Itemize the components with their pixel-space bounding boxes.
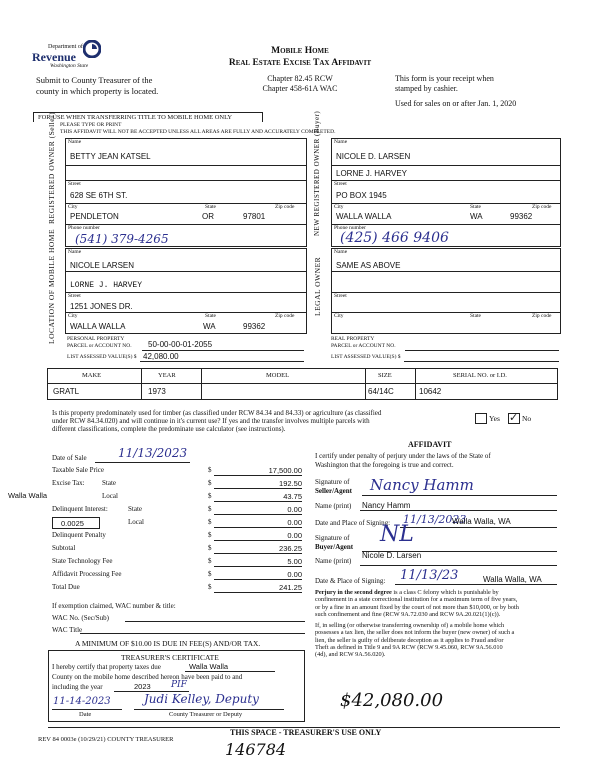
certify-line-2: Washington that the foregoing is true and correct. <box>315 461 454 469</box>
delinquent-local-label: Local <box>128 518 144 526</box>
wac-no-label: WAC No. (Sec/Sub) <box>52 614 109 622</box>
receipt-line-1: This form is your receipt when <box>395 74 494 83</box>
buyer-phone-label: Phone number <box>334 225 366 231</box>
seller-print-name[interactable]: Nancy Hamm <box>362 501 411 510</box>
treasurer-sig-label: County Treasurer or Deputy <box>169 711 243 718</box>
personal-property-line-1: PERSONAL PROPERTY <box>67 336 125 342</box>
personal-property-label <box>67 337 132 349</box>
affidavit-title: AFFIDAVIT <box>408 440 452 449</box>
location-vertical-label: LOCATION OF MOBILE HOME <box>47 228 56 344</box>
dor-dept-line: Department of <box>48 44 83 50</box>
taxable-label: Taxable Sale Price <box>52 466 104 474</box>
perjury-line-2: confinement in a state correctional institution for a maximum term of five years, <box>315 596 518 604</box>
delinquent-local-row: Local $ 0.00 <box>128 518 302 527</box>
timber-line-2: under RCW 84.34.020) and will continue in it's current use? If yes and the transfer involves multiple parcels with <box>52 417 370 425</box>
table-header-model: MODEL <box>266 372 290 379</box>
seller-city-label: City <box>68 204 78 210</box>
seller-name[interactable]: BETTY JEAN KATSEL <box>70 152 151 161</box>
submit-line-2: county in which property is located. <box>36 86 159 96</box>
total-value[interactable]: 241.25 <box>279 583 302 592</box>
location-city-label: City <box>68 313 78 319</box>
buyer-sign-date[interactable]: 11/13/23 <box>400 568 459 583</box>
table-header-serial: SERIAL NO. or I.D. <box>453 372 507 379</box>
table-cell-year[interactable]: 1973 <box>148 387 166 396</box>
table-header-year: YEAR <box>158 372 176 379</box>
seller-street-label: Street <box>68 181 81 187</box>
receipt-note <box>395 74 516 109</box>
buyer-zip-label: Zip code <box>532 204 552 210</box>
location-state-label: State <box>205 313 216 319</box>
seller-date-place-label: Date and Place of Signing: <box>315 519 391 527</box>
table-cell-size[interactable]: 64/14C <box>368 387 394 396</box>
buyer-city-label: City <box>334 204 344 210</box>
assessed-label-right: LIST ASSESSED VALUE(S) $ <box>331 354 401 360</box>
timber-no-label: No <box>522 414 532 423</box>
legal-city-label: City <box>334 313 344 319</box>
state-tax-label: State <box>102 479 116 487</box>
chapter-line-1: Chapter 82.45 RCW <box>267 74 333 83</box>
buyer-name-label: Name <box>334 139 348 145</box>
treasurer-line-3: including the year <box>52 683 103 691</box>
buyer-sign-place[interactable]: Walla Walla, WA <box>483 575 542 584</box>
handwritten-amount: $42,080.00 <box>340 690 444 711</box>
chapter-info <box>230 74 370 94</box>
timber-line-3: different classifications, complete the predominate use calculator (see instructions). <box>52 425 286 433</box>
for-use-text: FOR USE WHEN TRANSFERRING TITLE TO MOBILE HOME ONLY <box>38 114 233 121</box>
tech-value[interactable]: 5.00 <box>287 557 302 566</box>
table-cell-make[interactable]: GRATL <box>53 387 80 396</box>
buyer-zip[interactable]: 99362 <box>510 212 533 221</box>
not-accepted-notice: THIS AFFIDAVIT WILL NOT BE ACCEPTED UNLESS ALL AREAS ARE FULLY AND ACCURATELY COMPLETED. <box>60 129 336 135</box>
affidavit-fee-label: Affidavit Processing Fee <box>52 570 122 578</box>
location-zip[interactable]: 99362 <box>243 322 266 331</box>
affidavit-certify <box>315 452 491 470</box>
submit-instruction <box>36 75 158 97</box>
table-header-size: SIZE <box>378 372 392 379</box>
parcel-account[interactable]: 50-00-00-01-2055 <box>148 340 213 349</box>
location-zip-label: Zip code <box>275 313 295 319</box>
state-tax-value[interactable]: 192.50 <box>279 479 302 488</box>
buyer-phone[interactable]: (425) 466 9406 <box>340 230 449 246</box>
location-city[interactable]: WALLA WALLA <box>70 322 126 331</box>
perjury-line-4: such confinement and fine (RCW 9A.72.030 and RCW 9A.20.021(1)(c)). <box>315 610 501 618</box>
seller-name-label: Name <box>68 139 82 145</box>
buyer-street-label: Street <box>334 181 347 187</box>
sales-date-note: Used for sales on or after Jan. 1, 2020 <box>395 99 517 108</box>
treasurer-year[interactable]: 2023 <box>134 682 151 691</box>
seller-phone-label: Phone number <box>68 225 100 231</box>
buyer-print-label: Name (print) <box>315 557 352 565</box>
location-name-1[interactable]: NICOLE LARSEN <box>70 261 135 270</box>
total-row: Total Due $ 241.25 <box>52 583 302 592</box>
seller-city[interactable]: PENDLETON <box>70 212 119 221</box>
location-name-2[interactable]: LORNE J. HARVEY <box>70 281 143 290</box>
buyer-signature[interactable]: NL <box>380 522 414 547</box>
table-cell-serial[interactable]: 10642 <box>419 387 442 396</box>
date-of-sale[interactable]: 11/13/2023 <box>118 446 188 460</box>
real-property-line-2: PARCEL or ACCOUNT NO. <box>331 342 396 349</box>
perjury-line-3: or by a fine in an amount fixed by the court of not more than $10,000, or by both <box>315 603 519 611</box>
table-header-make: MAKE <box>82 372 102 379</box>
local-tax-value[interactable]: 43.75 <box>283 492 302 501</box>
buyer-state[interactable]: WA <box>470 212 483 221</box>
delinquent-state-label: State <box>128 505 142 513</box>
receipt-line-2: stamped by cashier. <box>395 84 458 93</box>
buyer-vertical-label: NEW REGISTERED OWNER (Buyer) <box>313 110 321 236</box>
perjury-notice <box>315 589 560 618</box>
tech-row: State Technology Fee $ 5.00 <box>52 557 302 566</box>
local-tax-row: Local $ 43.75 <box>102 492 302 501</box>
check-mark-icon: ✓ <box>509 412 519 424</box>
selling-line-1: If, in selling (or otherwise transferring ownership of) a mobile home which <box>315 622 505 629</box>
for-use-banner <box>33 112 263 122</box>
subtotal-value[interactable]: 236.25 <box>279 544 302 553</box>
delinquent-label: Delinquent Interest: <box>52 505 108 513</box>
treasurer-date[interactable]: 11-14-2023 <box>53 696 111 707</box>
legal-state-label: State <box>470 313 481 319</box>
treasurer-use-only: THIS SPACE - TREASURER'S USE ONLY <box>230 728 382 737</box>
state-tax-row: Excise Tax: State $ 192.50 <box>52 479 302 488</box>
seller-sig-label-1: Signature of <box>315 478 350 486</box>
real-property-label <box>331 337 396 349</box>
excise-label: Excise Tax: <box>52 479 85 487</box>
seller-zip[interactable]: 97801 <box>243 212 266 221</box>
delinquent-local-value[interactable]: 0.00 <box>287 518 302 527</box>
assessed-label-left: LIST ASSESSED VALUE(S) $ <box>67 354 137 360</box>
chapter-line-2: Chapter 458-61A WAC <box>262 84 338 93</box>
buyer-city[interactable]: WALLA WALLA <box>336 212 392 221</box>
perjury-line-1: is a class C felony which is punishable by <box>391 589 499 596</box>
form-title-line-2: Real Estate Excise Tax Affidavit <box>228 58 372 68</box>
selling-line-3: lien, the seller is guilty of deliberate deception as it applies to Fraud and/or <box>315 636 504 644</box>
delinquent-state-row: Delinquent Interest: State $ 0.00 <box>52 505 302 514</box>
taxable-row: Taxable Sale Price $ 17,500.00 <box>52 466 302 475</box>
subtotal-row: Subtotal $ 236.25 <box>52 544 302 553</box>
treasurer-county[interactable]: Walla Walla <box>189 662 229 671</box>
legal-owner-vertical-label: LEGAL OWNER <box>313 256 322 316</box>
total-label: Total Due <box>52 583 80 591</box>
seller-phone[interactable]: (541) 379-4265 <box>75 232 169 246</box>
location-street[interactable]: 1251 JONES DR. <box>70 302 133 311</box>
selling-line-5: (4d), and RCW 9A.56.020). <box>315 651 386 659</box>
perjury-bold: Perjury in the second degree <box>315 589 392 596</box>
location-name-label: Name <box>68 249 82 255</box>
seller-sign-date[interactable]: 11/13/2023 <box>403 513 467 526</box>
legal-zip-label: Zip code <box>532 313 552 319</box>
penalty-row: Delinquent Penalty $ 0.00 <box>52 531 302 540</box>
treasurer-line-1: I hereby certify that property taxes due <box>52 663 161 671</box>
local-county[interactable]: Walla Walla <box>8 491 48 500</box>
legal-owner-name[interactable]: SAME AS ABOVE <box>336 261 401 270</box>
receipt-number: 146784 <box>225 740 287 759</box>
selling-line-4: Theft as defined in Title 9 and 9A RCW (RCW 9.45.060, RCW 9A.56.010 <box>315 643 503 651</box>
personal-property-line-2: PARCEL or ACCOUNT NO. <box>67 342 132 349</box>
taxable-value[interactable]: 17,500.00 <box>268 466 302 475</box>
subtotal-label: Subtotal <box>52 544 76 552</box>
seller-vertical-label: REGISTERED OWNER (Seller) <box>47 111 56 224</box>
buyer-name-2[interactable]: LORNE J. HARVEY <box>336 169 407 178</box>
timber-yes-label: Yes <box>489 414 500 423</box>
dor-swirl-icon <box>83 40 101 58</box>
timber-question <box>52 409 482 433</box>
dor-logo <box>30 40 110 74</box>
dor-brand: Revenue <box>32 50 76 64</box>
seller-signature[interactable]: Nancy Hamm <box>370 476 474 494</box>
treasurer-signature[interactable]: Judi Kelley, Deputy <box>144 692 259 706</box>
exemption-label: If exemption claimed, WAC number & title: <box>52 602 176 610</box>
treasurer-title: TREASURER'S CERTIFICATE <box>121 653 219 662</box>
seller-state[interactable]: OR <box>202 212 214 221</box>
form-title-line-1: Mobile Home <box>271 46 329 56</box>
please-type: PLEASE TYPE OR PRINT <box>60 122 122 128</box>
form-title <box>200 45 400 69</box>
seller-sig-label <box>315 478 352 496</box>
rate-value: 0.0025 <box>61 519 84 528</box>
wac-title-label: WAC Title <box>52 626 83 634</box>
location-state[interactable]: WA <box>203 322 216 331</box>
timber-no-checkbox[interactable] <box>508 413 520 424</box>
timber-line-1: Is this property predominately used for timber (as classified under RCW 84.34 and 84.33) or agriculture (as classified <box>52 409 382 417</box>
buyer-date-place-label: Date & Place of Signing: <box>315 577 386 585</box>
local-tax-label: Local <box>102 492 118 500</box>
seller-sig-label-2: Seller/Agent <box>315 487 352 495</box>
treasurer-certificate <box>48 650 305 722</box>
form-number: REV 84 0003e (10/29/21) COUNTY TREASURER <box>38 736 174 743</box>
buyer-state-label: State <box>470 204 481 210</box>
date-of-sale-label: Date of Sale <box>52 454 87 462</box>
seller-street[interactable]: 628 SE 6TH ST. <box>70 191 128 200</box>
tech-label: State Technology Fee <box>52 557 113 565</box>
seller-zip-label: Zip code <box>275 204 295 210</box>
treasurer-date-label: Date <box>79 711 92 718</box>
affidavit-fee-value[interactable]: 0.00 <box>287 570 302 579</box>
timber-yes-checkbox[interactable] <box>475 413 487 424</box>
seller-state-label: State <box>205 204 216 210</box>
selling-notice <box>315 622 560 658</box>
buyer-print-name[interactable]: Nicole D. Larsen <box>362 551 422 560</box>
real-property-line-1: REAL PROPERTY <box>331 336 375 342</box>
location-street-label: Street <box>68 293 81 299</box>
dor-state: Washington State <box>50 63 89 69</box>
affidavit-fee-row: Affidavit Processing Fee $ 0.00 <box>52 570 302 579</box>
selling-line-2: possesses a tax lien, the seller does not inform the buyer (new owner) of such a <box>315 629 515 637</box>
legal-name-label: Name <box>334 249 348 255</box>
buyer-sig-label-1: Signature of <box>315 534 350 542</box>
submit-line-1: Submit to County Treasurer of the <box>36 75 153 85</box>
penalty-value[interactable]: 0.00 <box>287 531 302 540</box>
penalty-label: Delinquent Penalty <box>52 531 106 539</box>
certify-line-1: I certify under penalty of perjury under the laws of the State of <box>315 452 491 460</box>
delinquent-state-value[interactable]: 0.00 <box>287 505 302 514</box>
treasurer-line-2: County on the mobile home described hereon have been paid to and <box>52 673 243 681</box>
assessed-value[interactable]: 42,080.00 <box>143 352 179 361</box>
legal-street-label: Street <box>334 293 347 299</box>
seller-print-label: Name (print) <box>315 502 352 510</box>
minimum-notice: A MINIMUM OF $10.00 IS DUE IN FEE(S) AND/OR TAX. <box>75 639 261 648</box>
buyer-sig-label-2: Buyer/Agent <box>315 543 354 551</box>
seller-sign-place[interactable]: Walla Walla, WA <box>452 517 511 526</box>
treasurer-pif: PIF <box>171 680 187 690</box>
buyer-name-1[interactable]: NICOLE D. LARSEN <box>336 152 411 161</box>
vehicle-table <box>47 368 558 400</box>
buyer-street[interactable]: PO BOX 1945 <box>336 191 387 200</box>
buyer-sig-label <box>315 534 353 552</box>
